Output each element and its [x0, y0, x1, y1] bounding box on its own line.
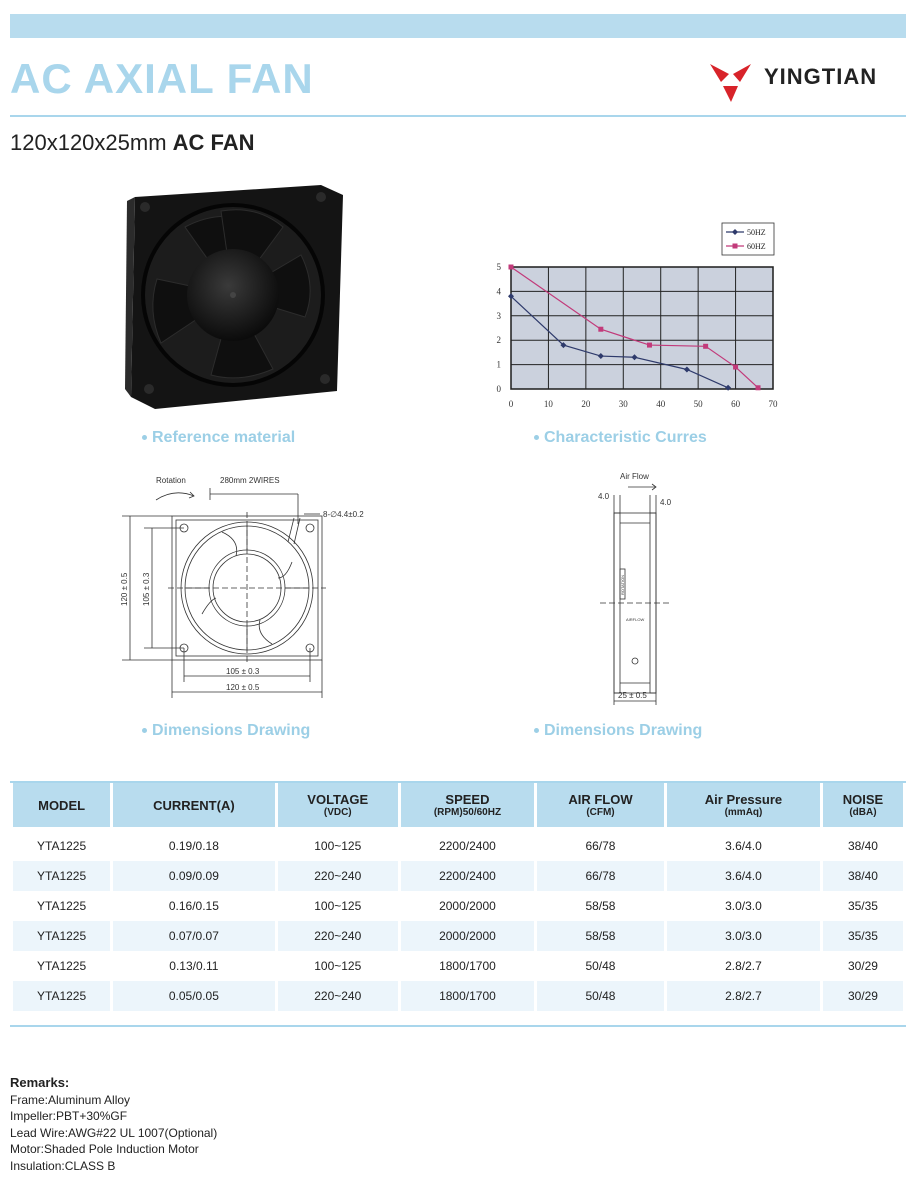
dim-right-label: 4.0: [660, 498, 672, 507]
header-speed: [401, 783, 534, 827]
rotation-side-label: ROTATION: [620, 574, 625, 595]
cell-air-pressure: 3.0/3.0: [725, 899, 762, 913]
legend-marker: [733, 244, 738, 249]
dim-depth-label: 25 ± 0.5: [618, 691, 647, 700]
chart-y-ticks: [497, 262, 502, 394]
cell-speed: 2000/2000: [439, 899, 496, 913]
x-tick-label: 70: [768, 399, 778, 409]
cell-voltage: 220~240: [278, 921, 398, 951]
airflow-side-label: AIRFLOW: [626, 617, 645, 622]
legend-label: 50HZ: [747, 228, 766, 237]
table-body: [13, 827, 903, 1011]
cell-voltage: 100~125: [314, 839, 362, 853]
dim-inner-horizontal: 105 ± 0.3: [226, 667, 260, 676]
rotation-arrow-icon: [156, 493, 194, 500]
hole-label: 8-∅4.4±0.2: [323, 510, 364, 519]
characteristic-chart: [460, 220, 790, 420]
cell-speed: 1800/1700: [401, 981, 534, 1011]
header-air-pressure-unit: (mmAq): [724, 807, 763, 818]
cell-air-flow: 50/48: [585, 959, 616, 973]
cell-speed: 2200/2400: [439, 839, 496, 853]
header-model-label: MODEL: [38, 797, 86, 813]
cell-air-pressure: 2.8/2.7: [725, 959, 762, 973]
side-dimensions-drawing: [590, 465, 680, 705]
logo-mark-icon: [710, 64, 751, 102]
caption-dimensions-side-text: Dimensions Drawing: [544, 722, 703, 739]
cell-noise: 38/40: [823, 861, 903, 891]
cell-current: 0.09/0.09: [113, 861, 274, 891]
table-row: [13, 891, 903, 921]
remark-motor: Motor:Shaded Pole Induction Motor: [10, 1142, 199, 1156]
brand-name: YINGTIAN: [764, 64, 878, 89]
table-row: [13, 951, 903, 981]
title-divider: [10, 115, 906, 117]
cell-air-flow: 66/78: [585, 839, 616, 853]
legend-label: 60HZ: [747, 242, 766, 251]
header-noise-unit: (dBA): [849, 807, 877, 818]
table-row: [13, 921, 903, 951]
x-tick-label: 50: [693, 399, 703, 409]
cell-noise: 30/29: [823, 981, 903, 1011]
table-row: [13, 981, 903, 1011]
product-subtitle: [10, 130, 255, 156]
data-point: [733, 365, 738, 370]
y-tick-label: 4: [496, 286, 501, 297]
page-title: AC AXIAL FAN: [10, 55, 314, 102]
y-tick-label: 1: [496, 359, 501, 370]
cell-air-pressure: 3.0/3.0: [667, 921, 820, 951]
cell-air-pressure: 2.8/2.7: [667, 981, 820, 1011]
x-tick-label: 60: [731, 399, 741, 409]
header-voltage-label: VOLTAGE: [307, 792, 369, 807]
table-row: [13, 861, 903, 891]
cell-speed: 1800/1700: [439, 959, 496, 973]
top-banner-bar: [10, 14, 906, 38]
x-tick-label: 30: [618, 399, 628, 409]
cell-model: YTA1225: [37, 839, 87, 853]
wires-label: 280mm 2WIRES: [220, 476, 280, 485]
remark-lead-wire: Lead Wire:AWG#22 UL 1007(Optional): [10, 1125, 218, 1140]
dim-outer-horizontal: 120 ± 0.5: [226, 683, 260, 692]
cell-speed: 2000/2000: [401, 921, 534, 951]
table-bottom-divider: [10, 1025, 906, 1027]
header-current: [113, 783, 274, 827]
cell-voltage: 100~125: [314, 899, 362, 913]
rotation-label: Rotation: [156, 476, 186, 485]
front-dimensions-drawing: [110, 470, 390, 705]
cell-air-pressure: 3.6/4.0: [667, 861, 820, 891]
x-tick-label: 10: [543, 399, 553, 409]
header-speed-label: SPEED: [445, 792, 490, 807]
y-tick-label: 3: [496, 310, 501, 321]
header-voltage: [278, 783, 398, 827]
header-air-flow: [537, 783, 664, 827]
caption-dimensions-side: [534, 722, 702, 740]
x-tick-label: 0: [508, 399, 514, 409]
header-air-pressure-label: Air Pressure: [704, 792, 783, 807]
cell-current: 0.07/0.07: [113, 921, 274, 951]
cell-model: YTA1225: [13, 921, 110, 951]
table-header-row: [13, 783, 903, 827]
dim-inner-vertical: 105 ± 0.3: [142, 572, 151, 606]
subtitle-size: 120x120x25mm: [10, 130, 167, 155]
cell-current: 0.16/0.15: [168, 899, 219, 913]
cell-air-flow: 58/58: [585, 899, 616, 913]
data-point: [509, 265, 514, 270]
cell-air-flow: 58/58: [537, 921, 664, 951]
header-noise: [823, 783, 903, 827]
remark-insulation: Insulation:CLASS B: [10, 1158, 116, 1173]
caption-characteristic-text: Characteristic Curres: [544, 429, 707, 446]
caption-reference: [142, 429, 295, 447]
caption-dimensions-front-text: Dimensions Drawing: [152, 722, 311, 739]
header-voltage-unit: (VDC): [323, 807, 352, 818]
cell-speed: 2200/2400: [401, 861, 534, 891]
bullet-dot-icon: [142, 435, 147, 440]
cell-current: 0.05/0.05: [113, 981, 274, 1011]
data-point: [703, 344, 708, 349]
cell-model: YTA1225: [37, 959, 87, 973]
caption-reference-text: Reference material: [152, 429, 296, 446]
cell-voltage: 100~125: [314, 959, 362, 973]
cell-model: YTA1225: [13, 861, 110, 891]
remarks-heading: Remarks:: [10, 1075, 70, 1090]
y-tick-label: 2: [496, 335, 501, 346]
caption-characteristic: [534, 429, 707, 447]
dim-outer-vertical: 120 ± 0.5: [120, 572, 129, 606]
cell-noise: 35/35: [847, 899, 878, 913]
x-tick-label: 40: [656, 399, 666, 409]
header-model: [13, 783, 110, 827]
header-current-label: CURRENT(A): [153, 797, 235, 813]
bullet-dot-icon: [534, 435, 539, 440]
y-tick-label: 5: [496, 262, 501, 272]
data-point: [756, 385, 761, 390]
fan-reference-image: [125, 183, 345, 411]
bullet-dot-icon: [534, 728, 539, 733]
header-air-pressure: [667, 783, 820, 827]
cell-noise: 38/40: [847, 839, 878, 853]
cell-model: YTA1225: [37, 899, 87, 913]
header-air-flow-unit: (CFM): [586, 807, 615, 818]
cell-air-pressure: 3.6/4.0: [725, 839, 762, 853]
bullet-dot-icon: [142, 728, 147, 733]
remarks-section: [10, 1075, 217, 1174]
header-speed-unit: (RPM)50/60HZ: [433, 807, 502, 818]
chart-plot-area: [511, 267, 773, 389]
data-point: [598, 327, 603, 332]
header-noise-label: NOISE: [842, 792, 884, 807]
table-row: [13, 827, 903, 861]
subtitle-type: AC FAN: [172, 130, 255, 155]
x-tick-label: 20: [581, 399, 591, 409]
cell-air-flow: 50/48: [537, 981, 664, 1011]
cell-current: 0.19/0.18: [168, 839, 219, 853]
spec-table: [10, 781, 906, 1011]
cell-model: YTA1225: [13, 981, 110, 1011]
remark-frame: Frame:Aluminum Alloy: [10, 1092, 131, 1107]
cell-noise: 35/35: [823, 921, 903, 951]
header-air-flow-label: AIR FLOW: [568, 792, 633, 807]
cell-noise: 30/29: [847, 959, 878, 973]
remark-impeller: Impeller:PBT+30%GF: [10, 1109, 128, 1123]
cell-voltage: 220~240: [278, 861, 398, 891]
dim-left-label: 4.0: [598, 492, 610, 501]
chart-x-ticks: [509, 399, 778, 409]
cell-current: 0.13/0.11: [169, 959, 219, 973]
data-point: [647, 343, 652, 348]
cell-voltage: 220~240: [278, 981, 398, 1011]
air-flow-label: Air Flow: [620, 472, 649, 481]
chart-legend: [722, 223, 774, 255]
y-tick-label: 0: [496, 384, 501, 394]
caption-dimensions-front: [142, 722, 310, 740]
cell-air-flow: 66/78: [537, 861, 664, 891]
